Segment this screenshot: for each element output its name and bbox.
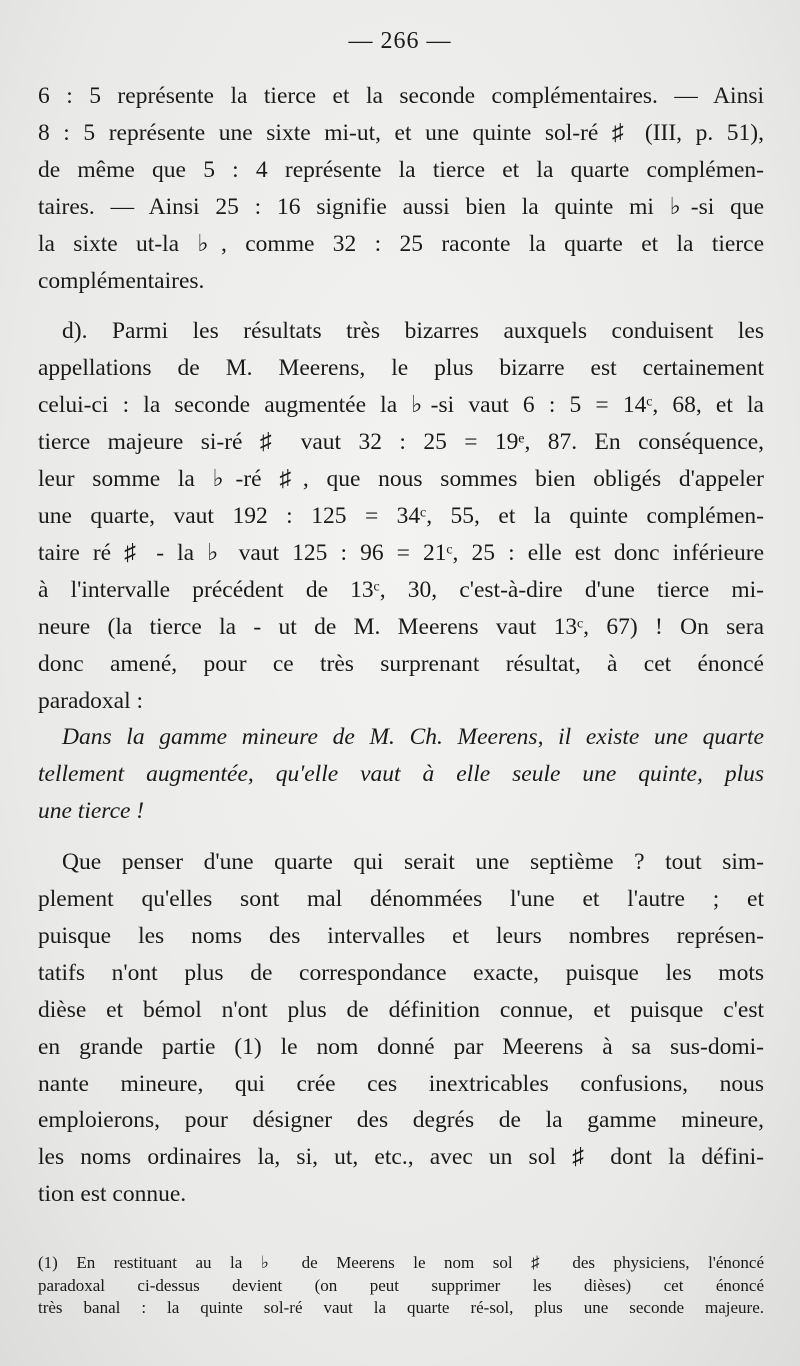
text-line: plement qu'elles sont mal dénommées l'une et l'autre ; et [38,886,764,913]
text-line: de même que 5 : 4 représente la tierce et la quarte complémen- [38,156,764,183]
paragraph-2 [38,313,764,719]
page-number: — 266 — [348,28,452,54]
text-line: leur somme la ♭-ré ♯, que nous sommes bien obligés d'appeler [38,466,764,493]
footnote-line: très banal : la quinte sol-ré vaut la quarte ré-sol, plus une seconde majeure. [38,1298,764,1317]
text-line: complémentaires. [38,267,205,294]
text-line: neure (la tierce la - ut de M. Meerens vaut 13ᶜ, 67) ! On sera [38,613,764,640]
text-line: taire ré ♯ - la ♭ vaut 125 : 96 = 21ᶜ, 25 : elle est donc inférieure [38,539,764,566]
text-line: Que penser d'une quarte qui serait une septième ? tout sim- [62,849,764,876]
text-line: à l'intervalle précédent de 13ᶜ, 30, c'est-à-dire d'une tierce mi- [38,576,764,603]
text-line: paradoxal : [38,687,144,714]
text-line: d). Parmi les résultats très bizarres auxquels conduisent les [62,318,764,345]
text-line: une tierce ! [38,798,145,825]
text-line: tatifs n'ont plus de correspondance exacte, puisque les mots [38,959,764,986]
paragraph-3-italic-statement [38,719,764,830]
text-line: nante mineure, qui crée ces inextricables confusions, nous [38,1070,764,1097]
body-text [38,78,764,1213]
footnote-line: paradoxal ci-dessus devient (on peut supprimer les dièses) cet énoncé [38,1275,764,1295]
text-line: tierce majeure si-ré ♯ vaut 32 : 25 = 19ᵉ, 87. En conséquence, [38,429,764,456]
text-line: puisque les noms des intervalles et leurs nombres représen- [38,922,764,949]
footnote-line: (1) En restituant au la ♭ de Meerens le nom sol ♯ des physiciens, l'énoncé [38,1253,764,1272]
text-line: tion est connue. [38,1181,187,1208]
text-line: les noms ordinaires la, si, ut, etc., avec un sol ♯ dont la défini- [38,1144,764,1171]
text-line: en grande partie (1) le nom donné par Meerens à sa sus-domi- [38,1033,764,1060]
text-line: taires. — Ainsi 25 : 16 signifie aussi bien la quinte mi ♭-si que [38,193,764,220]
text-line: emploierons, pour désigner des degrés de la gamme mineure, [38,1107,764,1134]
footnote [38,1252,764,1320]
text-line: 6 : 5 représente la tierce et la seconde complémentaires. — Ainsi [38,83,764,109]
text-line: une quarte, vaut 192 : 125 = 34ᶜ, 55, et la quinte complémen- [38,502,764,529]
text-line: Dans la gamme mineure de M. Ch. Meerens, il existe une quarte [62,724,764,751]
text-line: tellement augmentée, qu'elle vaut à elle seule une quinte, plus [38,761,764,788]
text-line: la sixte ut-la ♭, comme 32 : 25 raconte la quarte et la tierce [38,230,764,257]
text-line: dièse et bémol n'ont plus de définition connue, et puisque c'est [38,996,764,1023]
text-line: appellations de M. Meerens, le plus bizarre est certainement [38,355,764,382]
paragraph-4 [38,844,764,1213]
text-line: donc amené, pour ce très surprenant résultat, à cet énoncé [38,650,764,677]
paragraph-1 [38,78,764,299]
text-line: celui-ci : la seconde augmentée la ♭-si vaut 6 : 5 = 14ᶜ, 68, et la [38,392,764,419]
text-line: 8 : 5 représente une sixte mi-ut, et une quinte sol-ré ♯ (III, p. 51), [38,119,764,146]
